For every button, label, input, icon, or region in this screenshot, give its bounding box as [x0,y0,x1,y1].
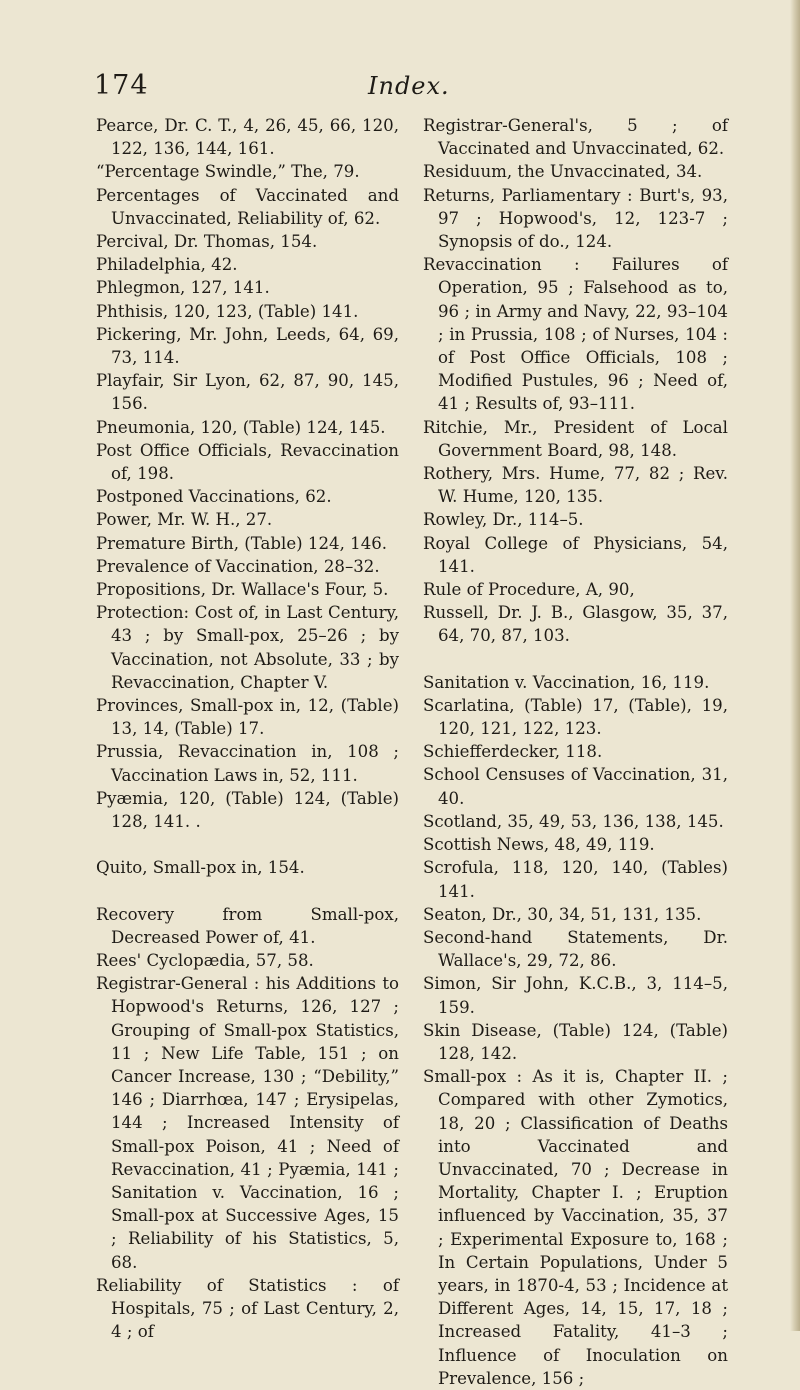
index-entry: Provinces, Small-pox in, 12, (Table) 13, 14, (Table) 17. [96,696,399,739]
index-entry: Revaccination : Failures of Operation, 95 ; Falsehood as to, 96 ; in Army and Navy, 22, 93–104 ; in Prussia, 108 ; of Nurses, 104 : of Post Office Officials, 108 ; Modified Pustules, 96 ; Need of, 41 ; Results of, 93–111. [423,255,728,414]
index-entry: Scrofula, 118, 120, 140, (Tables) 141. [423,858,728,901]
index-entry: Scottish News, 48, 49, 119. [423,835,655,855]
index-entry: Pickering, Mr. John, Leeds, 64, 69, 73, 114. [96,324,399,368]
index-entry: Playfair, Sir Lyon, 62, 87, 90, 145, 156. [96,371,399,414]
index-entry: Rowley, Dr., 114–5. [423,510,584,530]
index-entry: Protection: Cost of, in Last Century, 43 ; by Small-pox, 25–26 ; by Vaccination, not Absolute, 33 ; by Revaccination, Chapter V. [96,603,399,692]
index-entry: Propositions, Dr. Wallace's Four, 5. [96,580,389,600]
page-edge-shadow [790,0,800,1331]
index-entry: Scarlatina, (Table) 17, (Table), 19, 120, 121, 122, 123. [423,695,728,739]
index-entry: Percentages of Vaccinated and Unvaccinated, Reliability of, 62. [96,185,399,228]
running-head: Index. [368,72,450,100]
index-entry: Post Office Officials, Revaccination of, 198. [96,440,399,484]
index-entry: Pneumonia, 120, (Table) 124, 145. [96,417,386,437]
index-entry: Russell, Dr. J. B., Glasgow, 35, 37, 64, 70, 87, 103. [423,603,728,646]
index-entry: Sanitation v. Vaccination, 16, 119. [423,672,710,692]
index-entry: Quito, Small-pox in, 154. [96,858,305,878]
page-number: 174 [94,70,149,101]
index-entry: Percival, Dr. Thomas, 154. [96,232,318,252]
index-entry: Philadelphia, 42. [96,255,238,275]
index-entry: Registrar-General : his Additions to Hopwood's Returns, 126, 127 ; Grouping of Small-pox Statistics, 11 ; New Life Table, 151 ; on Cancer Increase, 130 ; “Debility,” 146 ; Diarrhœa, 147 ; Erysipelas, 144 ; Increased Intensity of Small-pox Poison, 41 ; Need of Revaccination, 41 ; Pyæmia, 141 ; Sanitation v. Vaccination, 16 ; Small-pox at Successive Ages, 15 ; Reliability of his Statistics, 5, 68. [96,974,399,1272]
page-header [0,70,800,110]
index-entry: Power, Mr. W. H., 27. [96,510,273,530]
index-entry: Rothery, Mrs. Hume, 77, 82 ; Rev. W. Hume, 120, 135. [423,464,728,507]
index-entry: Registrar-General's, 5 ; of Vaccinated and Unvaccinated, 62. [423,116,728,159]
index-entry: Returns, Parliamentary : Burt's, 93, 97 ; Hopwood's, 12, 123-7 ; Synopsis of do., 124. [423,185,728,252]
index-entry: Second-hand Statements, Dr. Wallace's, 29, 72, 86. [423,927,728,971]
index-entry: Phthisis, 120, 123, (Table) 141. [96,301,359,321]
index-column-left [96,114,399,1343]
index-entry: “Percentage Swindle,” The, 79. [96,162,360,182]
index-entry: Prussia, Revaccination in, 108 ; Vaccination Laws in, 52, 111. [96,742,399,785]
index-entry: School Censuses of Vaccination, 31, 40. [423,765,728,808]
index-entry: Pearce, Dr. C. T., 4, 26, 45, 66, 120, 122, 136, 144, 161. [96,116,399,159]
index-entry: Rule of Procedure, A, 90, [423,580,635,600]
index-entry: Ritchie, Mr., President of Local Government Board, 98, 148. [423,417,728,460]
index-entry: Residuum, the Unvaccinated, 34. [423,162,703,182]
index-column-right [423,114,728,1390]
index-entry: Simon, Sir John, K.C.B., 3, 114–5, 159. [423,974,728,1017]
index-entry: Royal College of Physicians, 54, 141. [423,533,728,576]
index-entry: Schiefferdecker, 118. [423,742,603,762]
index-entry: Prevalence of Vaccination, 28–32. [96,556,380,576]
index-entry: Small-pox : As it is, Chapter II. ; Compared with other Zymotics, 18, 20 ; Classification of Deaths into Vaccinated and Unvaccinated, 70 ; Decrease in Mortality, Chapter I. ; Eruption influenced by Vaccination, 35, 37 ; Experimental Exposure to, 168 ; In Certain Populations, Under 5 years, in 1870-4, 53 ; Incidence at Different Ages, 14, 15, 17, 18 ; Increased Fatality, 41–3 ; Influence of Inoculation on Prevalence, 156 ; [423,1067,728,1388]
index-entry: Pyæmia, 120, (Table) 124, (Table) 128, 141. . [96,788,399,832]
index-entry: Scotland, 35, 49, 53, 136, 138, 145. [423,811,724,831]
index-entry: Recovery from Small-pox, Decreased Power of, 41. [96,904,399,947]
index-entry: Skin Disease, (Table) 124, (Table) 128, 142. [423,1020,728,1063]
index-entry: Reliability of Statistics : of Hospitals, 75 ; of Last Century, 2, 4 ; of [96,1275,399,1342]
index-entry: Rees' Cyclopædia, 57, 58. [96,950,314,970]
index-entry: Seaton, Dr., 30, 34, 51, 131, 135. [423,904,702,924]
index-entry: Postponed Vaccinations, 62. [96,487,332,507]
index-entry: Phlegmon, 127, 141. [96,278,270,298]
index-entry: Premature Birth, (Table) 124, 146. [96,533,388,553]
